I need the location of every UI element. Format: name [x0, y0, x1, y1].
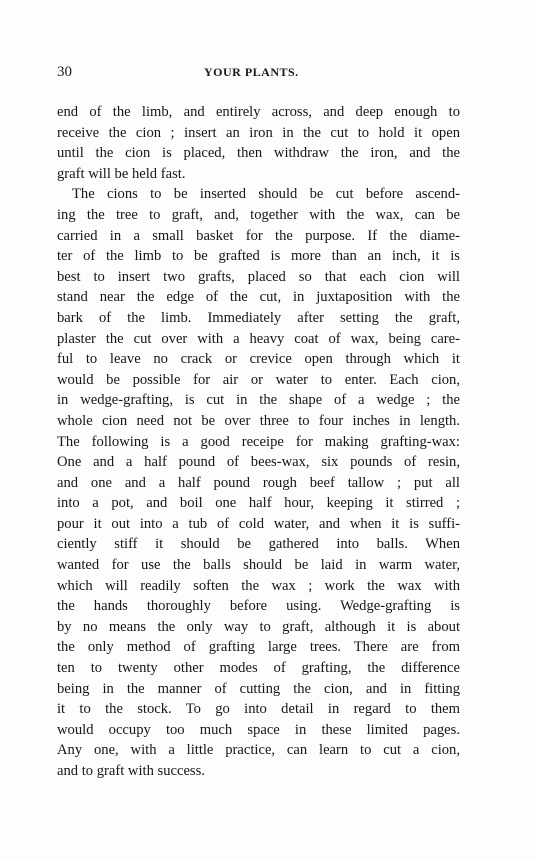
- text-line: ing the tree to graft, and, together with the wax, can be: [57, 206, 460, 223]
- text-line: stand near the edge of the cut, in juxtaposition with the: [57, 289, 460, 306]
- text-line: in wedge-grafting, is cut in the shape of a wedge ; the: [57, 392, 460, 409]
- text-line: being in the manner of cutting the cion, and in fitting: [57, 680, 460, 697]
- text-line: wanted for use the balls should be laid in warm water,: [57, 557, 460, 574]
- text-line: by no means the only way to graft, although it is about: [57, 618, 460, 635]
- text-line: would be possible for air or water to enter. Each cion,: [57, 371, 460, 388]
- page-header: [57, 64, 460, 80]
- text-line: into a pot, and boil one half hour, keeping it stirred ;: [57, 495, 460, 512]
- text-line: it to the stock. To go into detail in regard to them: [57, 701, 460, 718]
- text-line: the only method of grafting large trees. There are from: [57, 639, 460, 656]
- text-line: Any one, with a little practice, can learn to cut a cion,: [57, 742, 460, 759]
- text-line: ful to leave no crack or crevice open through which it: [57, 351, 460, 368]
- text-line: plaster the cut over with a heavy coat of wax, being care-: [57, 330, 460, 347]
- text-line: whole cion need not be over three to four inches in length.: [57, 412, 460, 429]
- text-line: and one and a half pound rough beef tallow ; put all: [57, 474, 460, 491]
- text-line: and to graft with success.: [57, 763, 205, 779]
- text-line: bark of the limb. Immediately after setting the graft,: [57, 309, 460, 326]
- text-line: receive the cion ; insert an iron in the cut to hold it open: [57, 124, 460, 141]
- running-head: YOUR PLANTS.: [204, 65, 299, 79]
- text-line: ciently stiff it should be gathered into balls. When: [57, 536, 460, 553]
- text-line: until the cion is placed, then withdraw the iron, and the: [57, 145, 460, 162]
- text-line: the hands thoroughly before using. Wedge-grafting is: [57, 598, 460, 615]
- text-line: graft will be held fast.: [57, 165, 186, 182]
- page-number: 30: [57, 64, 72, 80]
- text-line: carried in a small basket for the purpose. If the diame-: [57, 227, 460, 244]
- text-line: would occupy too much space in these limited pages.: [57, 721, 460, 738]
- text-line: which will readily soften the wax ; work the wax with: [57, 577, 460, 594]
- text-line: ten to twenty other modes of grafting, the difference: [57, 660, 460, 677]
- text-line: One and a half pound of bees-wax, six pounds of resin,: [57, 454, 460, 471]
- text-line: ter of the limb to be grafted is more than an inch, it is: [57, 248, 460, 265]
- body-text: [57, 102, 460, 782]
- text-line: end of the limb, and entirely across, and deep enough to: [57, 104, 460, 120]
- text-line: The cions to be inserted should be cut before ascend-: [72, 186, 460, 203]
- text-line: best to insert two grafts, placed so that each cion will: [57, 268, 460, 285]
- text-line: The following is a good receipe for making grafting-wax:: [57, 433, 460, 450]
- text-line: pour it out into a tub of cold water, and when it is suffi-: [57, 515, 460, 532]
